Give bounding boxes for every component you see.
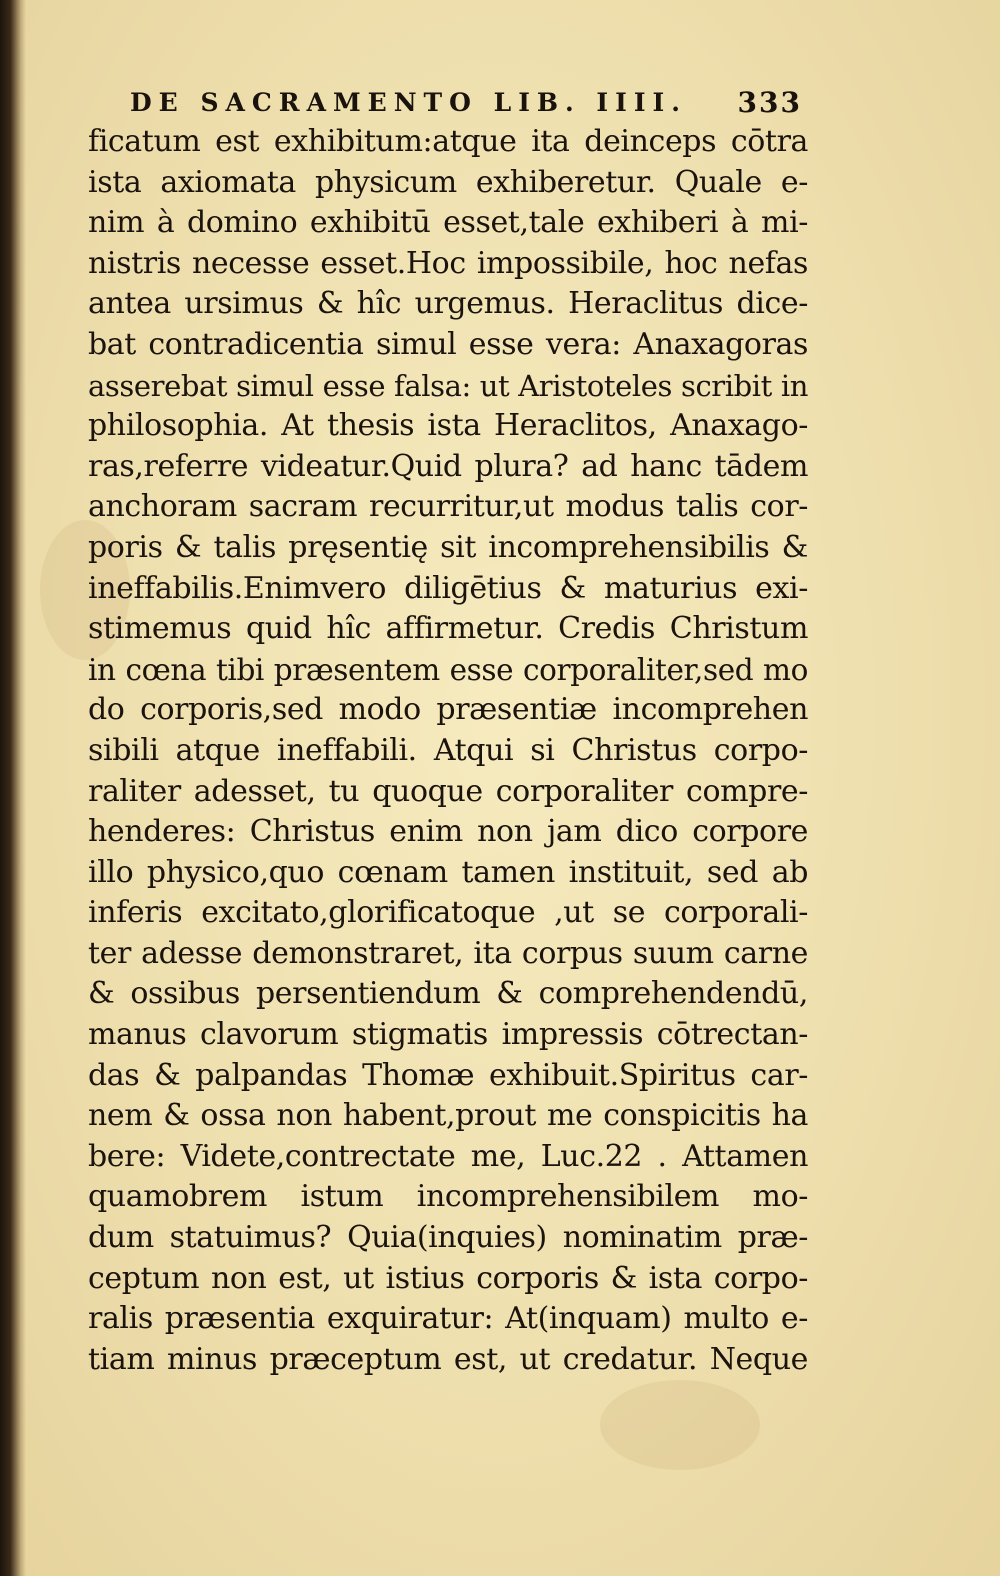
text-line: ineffabilis.Enimvero diligētius & maturius exi- [88, 570, 808, 606]
text-line: quamobrem istum incomprehensibilem mo- [88, 1179, 808, 1215]
text-line: in cœna tibi præsentem esse corporaliter,sed mo [88, 652, 808, 687]
text-line: illo physico,quo cœnam tamen instituit, sed ab [88, 854, 808, 890]
text-line: manus clavorum stigmatis impressis cōtrectan- [88, 1017, 808, 1053]
text-line: ficatum est exhibitum:atque ita deinceps cōtra [88, 124, 808, 159]
page-header [130, 82, 802, 122]
text-line: dum statuimus? Quia(inquies) nominatim præ- [88, 1220, 808, 1256]
text-line: raliter adesset, tu quoque corporaliter compre- [88, 773, 808, 809]
text-line: tiam minus præceptum est, ut credatur. Neque [88, 1341, 808, 1377]
text-line: bere: Videte,contrectate me, Luc.22 . Attamen [88, 1138, 808, 1174]
text-line: das & palpandas Thomæ exhibuit.Spiritus car- [88, 1057, 808, 1093]
text-line: bat contradicentia simul esse vera: Anaxagoras [88, 326, 808, 362]
text-line: ter adesse demonstraret, ita corpus suum carne [88, 935, 808, 971]
text-line: do corporis,sed modo præsentiæ incomprehen [88, 692, 808, 728]
text-line: ras,referre videatur.Quid plura? ad hanc tādem [88, 448, 808, 484]
text-line: nem & ossa non habent,prout me conspicitis ha [88, 1098, 808, 1134]
text-line: stimemus quid hîc affirmetur. Credis Christum [88, 611, 808, 647]
running-title: DE SACRAMENTO LIB. IIII. [130, 88, 687, 117]
text-line: ista axiomata physicum exhiberetur. Quale e- [88, 164, 808, 200]
text-line: nim à domino exhibitū esset,tale exhiberi à mi- [88, 205, 808, 241]
text-line: sibili atque ineffabili. Atqui si Christus corpo- [88, 732, 808, 768]
page-number: 333 [737, 86, 802, 119]
text-line: & ossibus persentiendum & comprehendendū, [88, 976, 808, 1012]
text-line: philosophia. At thesis ista Heraclitos, Anaxago- [88, 408, 808, 444]
text-line: henderes: Christus enim non jam dico corpore [88, 814, 808, 850]
text-line: inferis excitato,glorificatoque ,ut se corporali- [88, 895, 808, 931]
text-line: poris & talis pręsentię sit incomprehensibilis & [88, 529, 808, 565]
text-line: ralis præsentia exquiratur: At(inquam) multo e- [88, 1301, 808, 1337]
spine-shadow [0, 0, 26, 1576]
text-line: nistris necesse esset.Hoc impossibile, hoc nefas [88, 245, 808, 281]
body-text [88, 122, 808, 1380]
text-line: ceptum non est, ut istius corporis & ista corpo- [88, 1260, 808, 1296]
text-line: antea ursimus & hîc urgemus. Heraclitus dice- [88, 286, 808, 322]
paper-stain [600, 1380, 760, 1470]
text-line: anchoram sacram recurritur,ut modus talis cor- [88, 489, 808, 525]
text-line: asserebat simul esse falsa: ut Aristoteles scribit in [88, 368, 808, 403]
